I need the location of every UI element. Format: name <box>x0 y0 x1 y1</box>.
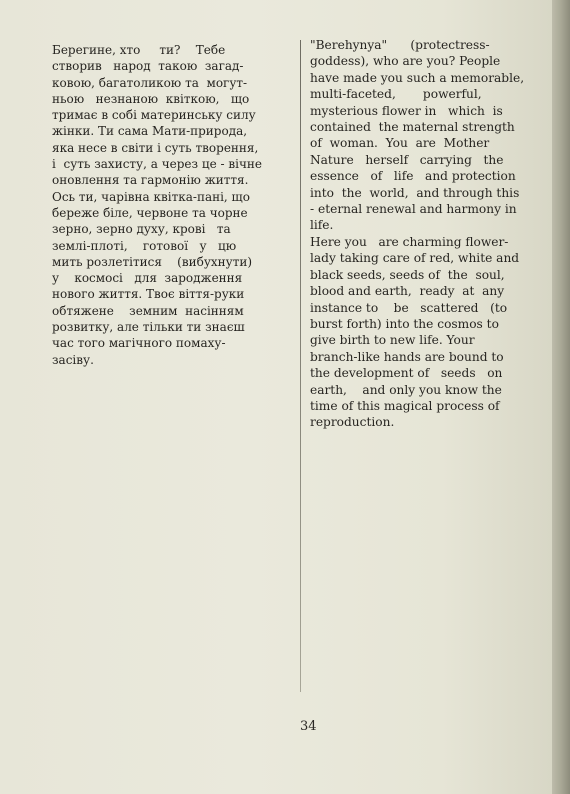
text-line: of woman. You are Mother <box>310 136 490 151</box>
text-line: give birth to new life. Your <box>310 333 475 348</box>
text-line: contained the maternal strength <box>310 120 515 135</box>
text-line: life. <box>310 218 334 233</box>
text-line: створив народ такою загад- <box>52 59 244 74</box>
text-line: instance to be scattered (to <box>310 300 508 315</box>
text-line: - eternal renewal and harmony in <box>310 202 517 217</box>
text-line: blood and earth, ready at any <box>310 284 505 299</box>
text-line: ковою, багатоликою та могут- <box>52 75 248 90</box>
text-line: branch-like hands are bound to <box>310 349 504 364</box>
text-line: black seeds, seeds of the soul, <box>310 267 505 282</box>
text-line: "Berehynya" (protectress- <box>310 38 490 52</box>
text-line: goddess), who are you? People <box>310 54 501 69</box>
page-number: 34 <box>300 719 317 734</box>
text-line: розвитку, але тільки ти знаєш <box>52 320 245 335</box>
text-line: і суть захисту, а через це - вічне <box>52 157 263 172</box>
text-line: reproduction. <box>310 415 395 430</box>
text-line: lady taking care of red, white and <box>310 251 520 266</box>
text-line: засіву. <box>52 352 94 367</box>
text-line: into the world, and through this <box>310 185 520 200</box>
text-line: the development of seeds on <box>310 366 503 381</box>
text-line: тримає в собі материнську силу <box>52 108 256 123</box>
text-line: береже біле, червоне та чорне <box>52 205 248 220</box>
text-line: essence of life and protection <box>310 169 516 184</box>
ukrainian-text-column <box>52 42 262 368</box>
text-line: time of this magical process of <box>310 398 500 413</box>
text-line: ньою незнаною квіткою, що <box>52 91 250 106</box>
text-line: мить розлетітися (вибухнути) <box>52 254 253 269</box>
text-line: землі-плоті, готової у цю <box>52 238 237 253</box>
text-line: обтяжене земним насінням <box>52 303 244 318</box>
text-line: mysterious flower in which is <box>310 103 503 118</box>
text-line: have made you such a memorable, <box>310 70 525 85</box>
text-line: оновлення та гармонію життя. <box>52 173 249 188</box>
page-binding-edge <box>552 0 570 794</box>
text-line: зерно, зерно духу, крові та <box>52 222 231 237</box>
text-line: у космосі для зародження <box>52 271 243 286</box>
text-line: Nature herself carrying the <box>310 152 504 167</box>
text-line: multi-faceted, powerful, <box>310 87 482 102</box>
text-line: яка несе в світи і суть творення, <box>52 140 259 155</box>
text-line: час того магічного помаху- <box>52 336 226 351</box>
text-line: нового життя. Твоє віття-руки <box>52 287 245 302</box>
text-line: earth, and only you know the <box>310 382 502 397</box>
text-line: жінки. Ти сама Мати-природа, <box>52 124 248 139</box>
text-line: Ось ти, чарівна квітка-пані, що <box>52 189 250 204</box>
english-text-column <box>310 37 524 431</box>
text-line: Here you are charming flower- <box>310 234 509 249</box>
column-divider <box>300 40 301 692</box>
text-line: burst forth) into the cosmos to <box>310 316 499 331</box>
text-line: Берегине, хто ти? Тебе <box>52 43 226 57</box>
